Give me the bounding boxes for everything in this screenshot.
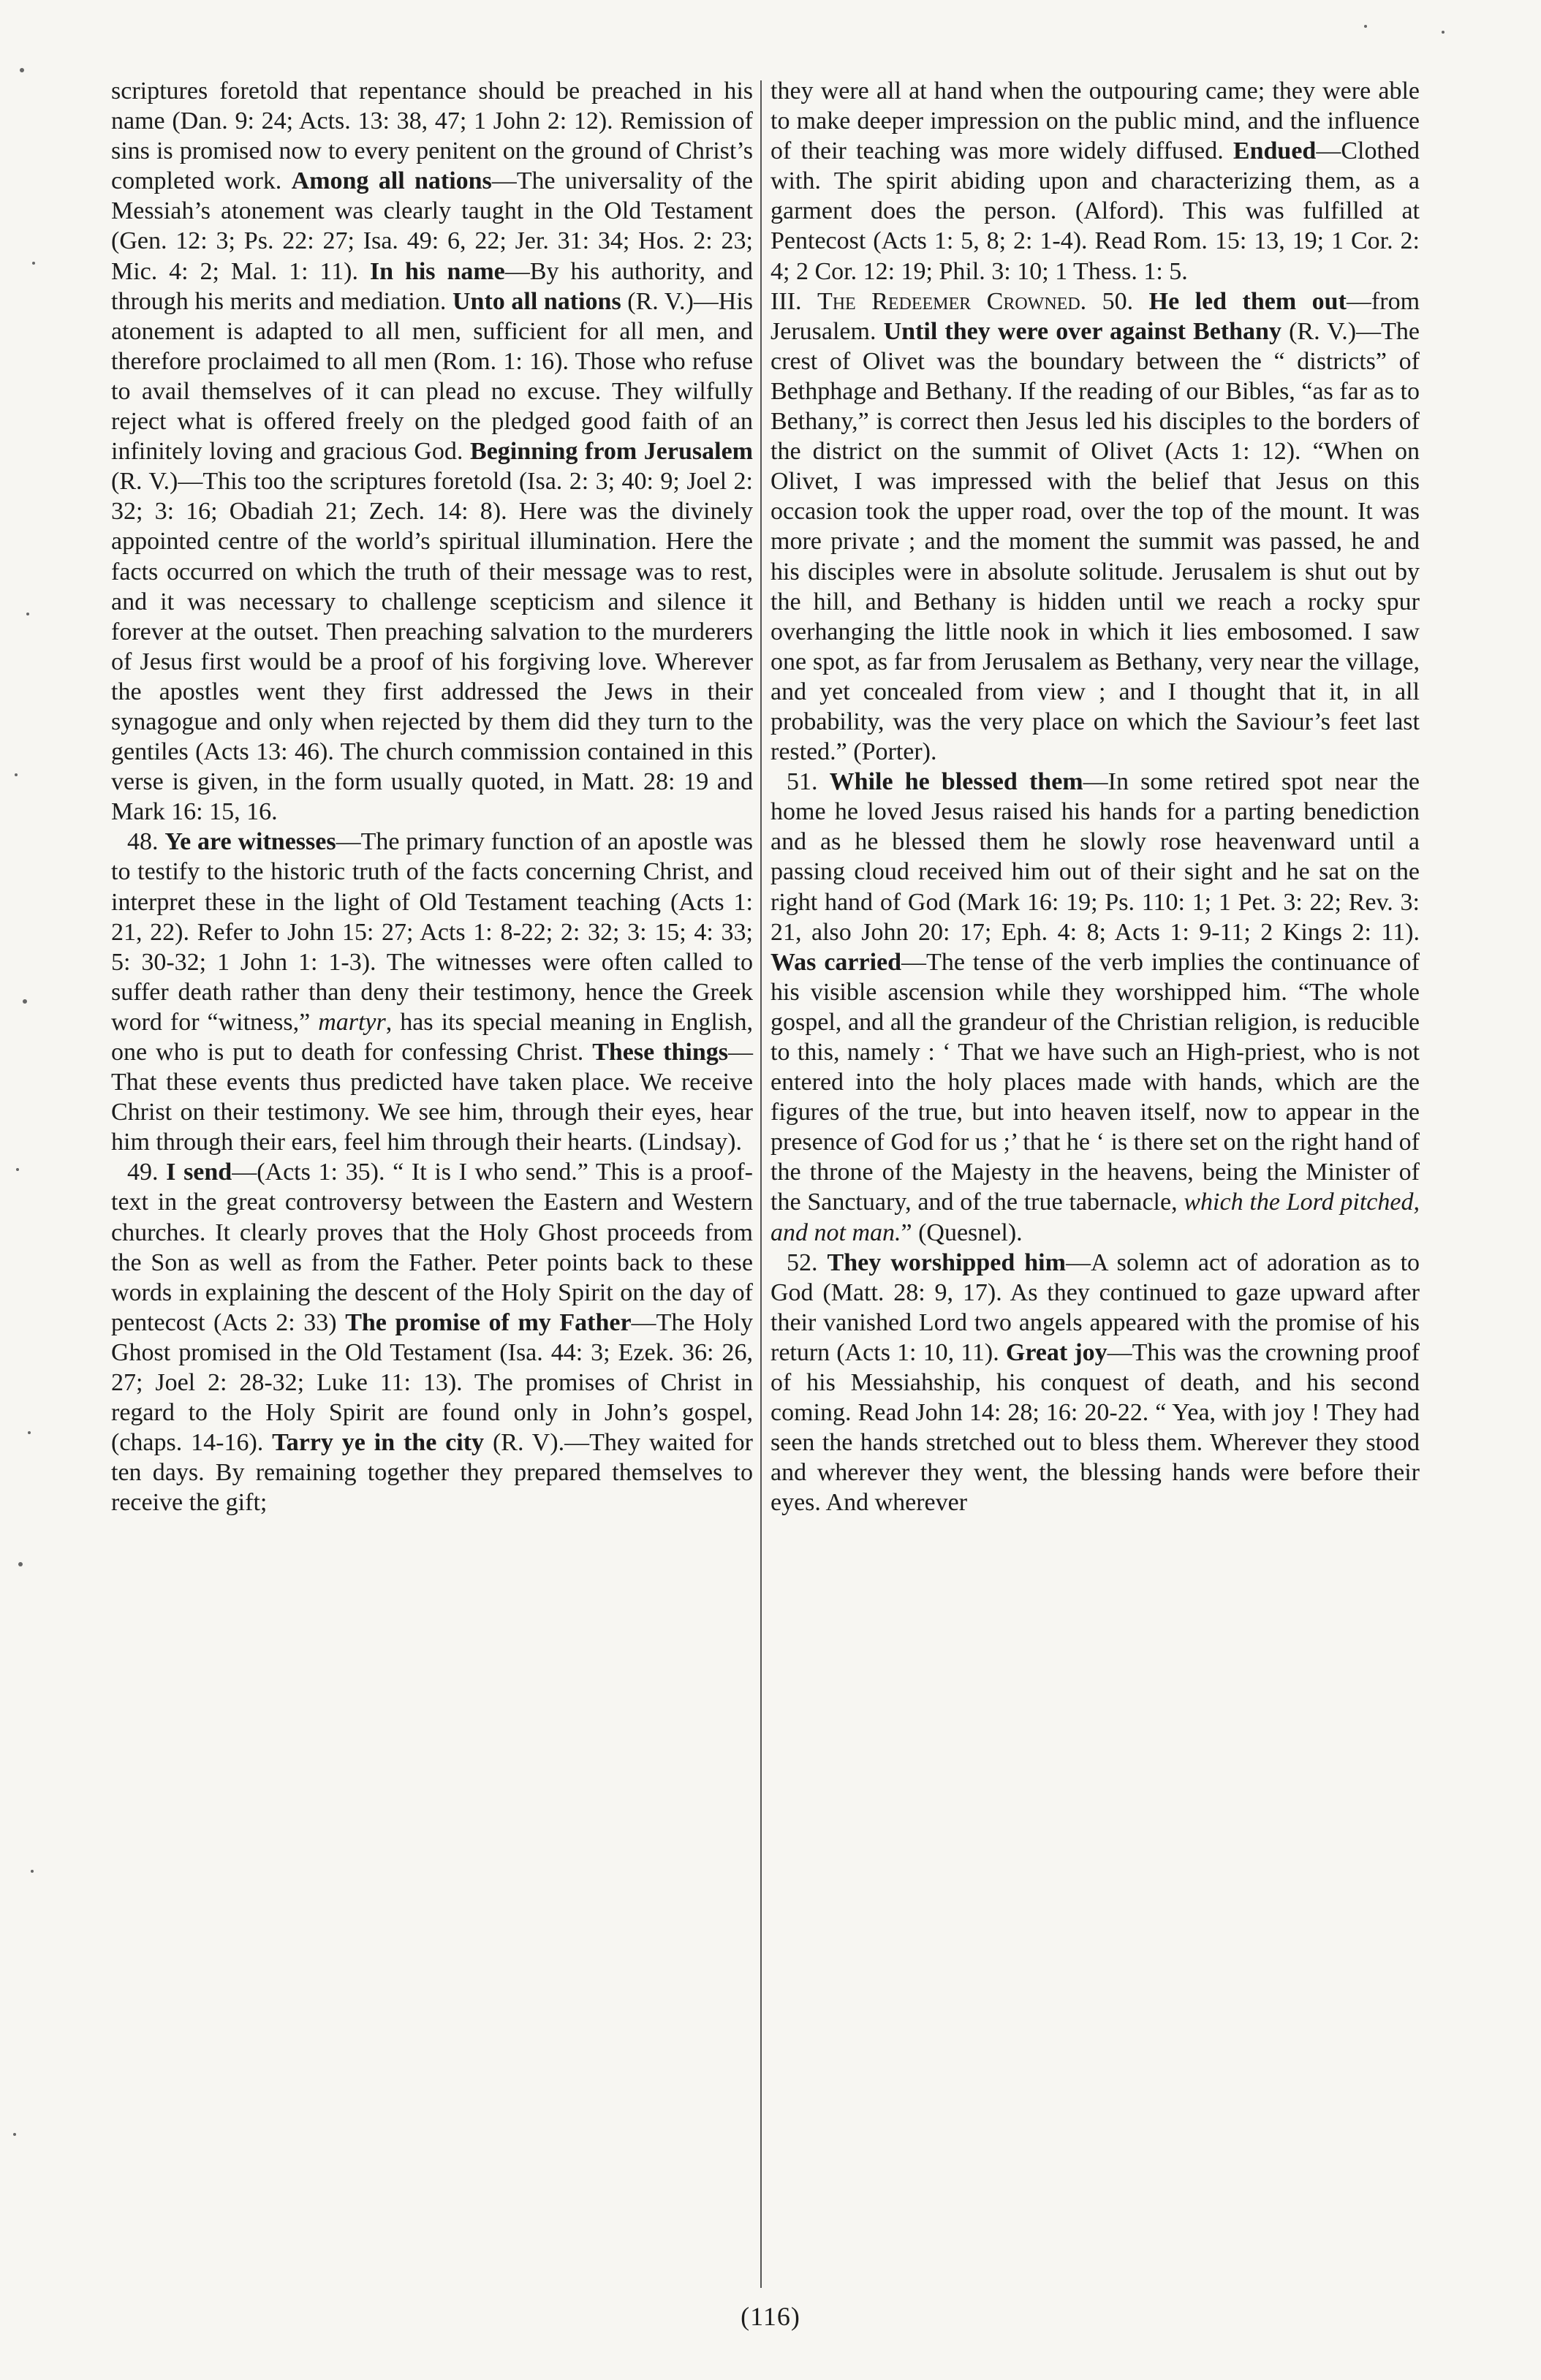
body-text: (R. V.)—His atonement is adapted to all men, sufficient for all men, and therefore proclaimed to all men (Rom. 1: 16). Those who refuse to avail themselves of it can plead no excuse. They wilfully reject what is offered freely on the pledged good faith of an infinitely loving and gracious God.	[111, 287, 753, 466]
body-text: , has its special meaning in English, one who is put to death for confessing Christ.	[111, 1008, 754, 1066]
body-text: —A solemn act of adoration as to God (Matt. 28: 9, 17). As they continued to gaze upward after their vanished Lord two angels appeared with the promise of his return (Acts 1: 10, 11).	[770, 1248, 1420, 1366]
paragraph	[111, 1157, 753, 1517]
body-text: 52.	[787, 1248, 828, 1276]
body-text: ” (Quesnel).	[901, 1219, 1023, 1246]
body-text: 49.	[127, 1159, 167, 1186]
body-text: —By his authority, and through his merits and mediation.	[111, 257, 753, 315]
keyword-phrase: Tarry ye in the city	[272, 1429, 485, 1457]
keyword-phrase: I send	[166, 1159, 232, 1186]
body-text: —This was the crowning proof of his Messiahship, his conquest of death, and his second coming. Read John 14: 28; 16: 20-22. “ Yea, with joy ! They had seen the hands stretched out to bless them. Wherever they stood and wherever they went, the blessing hands were before their eyes. And wherever	[770, 1338, 1420, 1517]
column-divider	[760, 80, 762, 2288]
paragraph	[111, 827, 753, 1157]
keyword-phrase: Until they were over against Bethany	[883, 317, 1281, 345]
keyword-phrase: Among all nations	[291, 167, 492, 195]
body-text: (R. V.)—The crest of Olivet was the boundary between the “ districts” of Bethphage and Bethany. If the reading of our Bibles, “as far as to Bethany,” is correct then Jesus led his disciples to the borders of the district on the summit of Olivet (Acts 1: 12). “When on Olivet, I was impressed with the belief that Jesus on this occasion took the upper road, over the top of the mount. It was more private ; and the moment the summit was passed, he and his disciples were in absolute solitude. Jerusalem is shut out by the hill, and Bethany is hidden until we reach a rocky spur overhanging the little nook in which it lies embosomed. I saw one spot, as far from Jerusalem as Bethany, very near the village, and yet concealed from view ; and I thought that it, in all probability, was the very place on which the Saviour’s feet last rested.” (Porter).	[770, 317, 1420, 766]
paragraph	[770, 76, 1420, 287]
paragraph	[770, 767, 1420, 1248]
body-text: —The Holy Ghost promised in the Old Testament (Isa. 44: 3; Ezek. 36: 26, 27; Joel 2: 28-32; Luke 11: 13). The promises of Christ in regard to the Holy Spirit are found only in John’s gospel, (chaps. 14-16).	[111, 1308, 753, 1457]
body-text: —In some retired spot near the home he loved Jesus raised his hands for a parting benediction and as he blessed them he slowly rose heavenward until a passing cloud received him out of their sight and he sat on the right hand of God (Mark 16: 19; Ps. 110: 1; 1 Pet. 3: 22; Rev. 3: 21, also John 20: 17; Eph. 4: 8; Acts 1: 9-11; 2 Kings 2: 11).	[770, 768, 1420, 946]
body-text: —from Jerusalem.	[770, 287, 1420, 345]
keyword-phrase: The promise of my Father	[345, 1308, 632, 1336]
paragraph	[770, 287, 1420, 768]
paragraph	[111, 76, 753, 827]
keyword-phrase: Beginning from Jerusalem	[470, 438, 753, 466]
right-column	[770, 76, 1420, 1518]
keyword-phrase: Ye are witnesses	[164, 828, 336, 856]
keyword-phrase: In his name	[369, 257, 505, 285]
keyword-phrase: While he blessed them	[829, 768, 1083, 796]
body-text: —The primary function of an apostle was to testify to the historic truth of the facts concerning Christ, and interpret these in the light of Old Testament teaching (Acts 1: 21, 22). Refer to John 15: 27; Acts 1: 8-22; 2: 32; 3: 15; 4: 33; 5: 30-32; 1 John 1: 1-3). The witnesses were often called to suffer death rather than deny their testimony, hence the Greek word for “witness,”	[111, 828, 753, 1036]
italic-text: which the Lord pitched, and not man.	[770, 1189, 1420, 1246]
keyword-phrase: He led them out	[1148, 287, 1347, 315]
body-text: —The tense of the verb implies the continuance of his visible ascension while they worshipped him. “The whole gospel, and all the grandeur of the Christian religion, is reducible to this, namely : ‘ That we have such an High-priest, who is not entered into the holy places made with hands, which are the figures of the true, but into heaven itself, now to appear in the presence of God for us ;’ that he ‘ is there set on the right hand of the throne of the Majesty in the heavens, being the Minister of the Sanctuary, and of the true tabernacle,	[770, 948, 1420, 1216]
body-text: 48.	[127, 828, 165, 856]
italic-text: martyr	[318, 1008, 386, 1036]
left-column	[111, 76, 753, 1518]
body-text: 50.	[1086, 287, 1149, 315]
body-text: (R. V.)—This too the scriptures foretold (Isa. 2: 3; 40: 9; Joel 2: 32; 3: 16; Obadiah 21; Zech. 14: 8). Here was the divinely appointed centre of the world’s spiritual illumination. Here the facts occurred on which the truth of their message was to rest, and it was necessary to challenge scepticism and silence it forever at the outset. Then preaching salvation to the murderers of Jesus first would be a proof of his forgiving love. Wherever the apostles went they first addressed the Jews in their synagogue and only when rejected by them did they turn to the gentiles (Acts 13: 46). The church commission contained in this verse is given, in the form usually quoted, in Matt. 28: 19 and Mark 16: 15, 16.	[111, 468, 753, 826]
body-text: they were all at hand when the outpouring came; they were able to make deeper impression on the public mind, and the influence of their teaching was more widely diffused.	[770, 77, 1420, 165]
keyword-phrase: They worshipped him	[827, 1248, 1066, 1276]
section-heading: The Redeemer Crowned.	[817, 287, 1087, 315]
body-text: —Clothed with. The spirit abiding upon and characterizing them, as a garment does the person. (Alford). This was fulfilled at Pentecost (Acts 1: 5, 8; 2: 1-4). Read Rom. 15: 13, 19; 1 Cor. 2: 4; 2 Cor. 12: 19; Phil. 3: 10; 1 Thess. 1: 5.	[770, 137, 1420, 285]
body-text: 51.	[787, 768, 830, 796]
keyword-phrase: Unto all nations	[452, 287, 621, 315]
body-text: III.	[770, 287, 817, 315]
body-text: —That these events thus predicted have taken place. We receive Christ on their testimony. We see him, through their eyes, hear him through their ears, feel him through their hearts. (Lindsay).	[111, 1039, 753, 1156]
page-number: (116)	[741, 2302, 800, 2331]
body-text: —The universality of the Messiah’s atonement was clearly taught in the Old Testament (Gen. 12: 3; Ps. 22: 27; Isa. 49: 6, 22; Jer. 31: 34; Hos. 2: 23; Mic. 4: 2; Mal. 1: 11).	[111, 167, 753, 285]
keyword-phrase: Endued	[1233, 137, 1317, 165]
paragraph	[770, 1248, 1420, 1518]
body-text: —(Acts 1: 35). “ It is I who send.” This is a proof-text in the great controversy between the Eastern and Western churches. It clearly proves that the Holy Ghost proceeds from the Son as well as from the Father. Peter points back to these words in explaining the descent of the Holy Spirit on the day of pentecost (Acts 2: 33)	[111, 1159, 754, 1336]
keyword-phrase: These things	[592, 1039, 728, 1066]
keyword-phrase: Great joy	[1005, 1338, 1108, 1366]
body-text: (R. V).—They waited for ten days. By remaining together they prepared themselves to receive the gift;	[111, 1429, 753, 1517]
body-text: scriptures foretold that repentance should be preached in his name (Dan. 9: 24; Acts. 13: 38, 47; 1 John 2: 12). Remission of sins is promised now to every penitent on the ground of Christ’s completed work.	[111, 77, 753, 195]
keyword-phrase: Was carried	[770, 948, 902, 976]
